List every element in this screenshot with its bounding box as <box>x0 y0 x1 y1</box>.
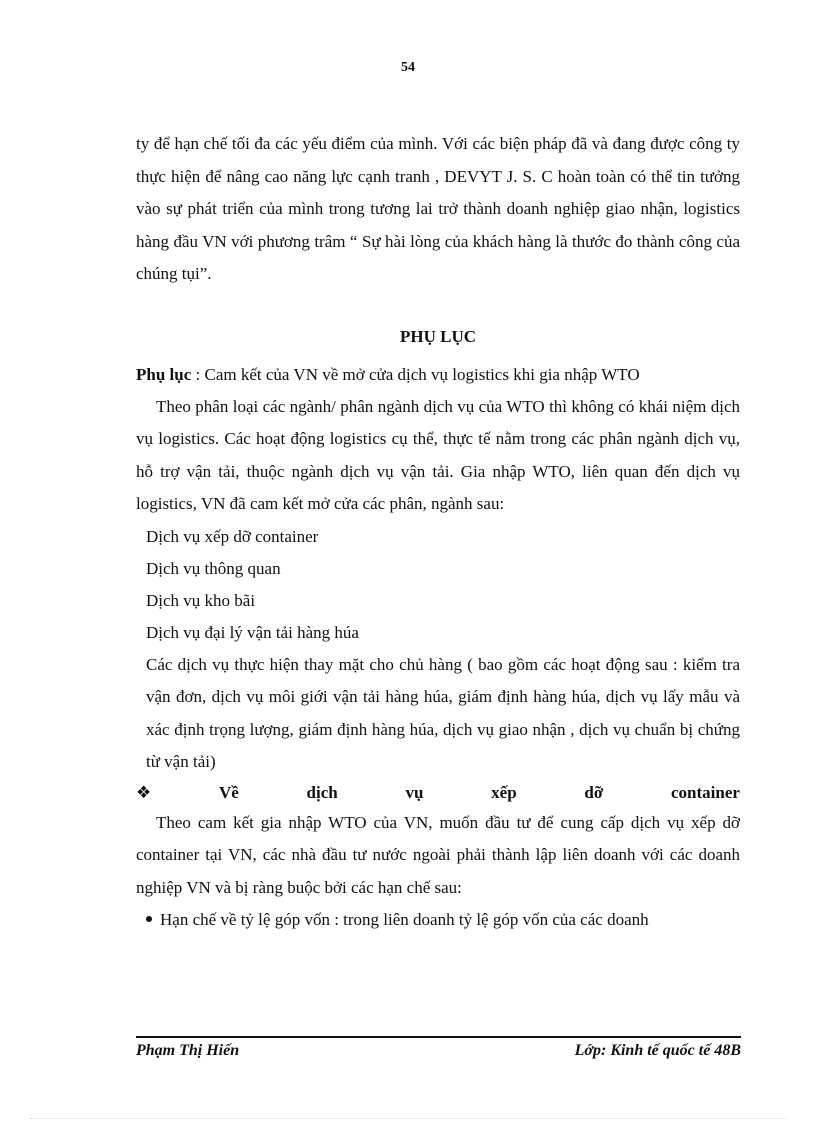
paragraph-wto-classification: Theo phân loại các ngành/ phân ngành dịch vụ của WTO thì không có khái niệm dịch vụ logistics. Các hoạt động logistics cụ thể, thực tế nằm trong các phân ngành dịch vụ, hỗ trợ vận tải, thuộc ngành dịch vụ vận tải. Gia nhập WTO, liên quan đến dịch vụ logistics, VN đã cam kết mở cửa các phân, ngành sau: <box>136 396 740 513</box>
bullet-text: Hạn chế về tỷ lệ góp vốn : trong liên doanh tỷ lệ góp vốn của các doanh <box>160 910 649 929</box>
footer-divider <box>136 1036 741 1038</box>
bullet-dot-icon <box>146 916 152 922</box>
subheading-word: Về <box>218 782 239 802</box>
page-border <box>30 1118 786 1119</box>
footer-author: Phạm Thị Hiến <box>136 1042 240 1059</box>
list-item-freight-agency: Dịch vụ đại lý vận tải hàng húa <box>146 622 359 642</box>
document-body <box>136 128 740 936</box>
intro-paragraph: ty để hạn chế tối đa các yếu điểm của mình. Với các biện pháp đã và đang được công ty thực hiện để nâng cao năng lực cạnh tranh , DEVYT J. S. C hoàn toàn có thể tin tưởng vào sự phát triển của mình trong tương lai trở thành doanh nghiệp giao nhận, logistics hàng đầu VN với phương trâm “ Sự hài lòng của khách hàng là thước đo thành công của chúng tụi”. <box>136 134 740 283</box>
section-title: PHỤ LỤC <box>399 326 477 346</box>
subheading-word: dịch <box>306 782 338 802</box>
subheading-word: xếp <box>491 782 517 802</box>
footer-class: Lớp: Kinh tế quốc tế 48B <box>574 1042 741 1059</box>
subheading-word: dỡ <box>584 782 604 802</box>
subheading-word: container <box>671 782 740 802</box>
appendix-label: Phụ lục <box>136 364 192 384</box>
list-item-customs: Dịch vụ thông quan <box>146 558 281 578</box>
page-number: 54 <box>401 60 415 75</box>
subheading-container-handling <box>136 779 740 807</box>
paragraph-wto-commitment: Theo cam kết gia nhập WTO của VN, muốn đầu tư để cung cấp dịch vụ xếp dỡ container tại VN, các nhà đầu tư nước ngoài phải thành lập liên doanh với các doanh nghiệp VN và bị ràng buộc bởi các hạn chế sau: <box>136 812 740 897</box>
list-item-container-handling: Dịch vụ xếp dỡ container <box>146 526 319 546</box>
page-footer <box>136 1042 741 1060</box>
list-item-warehousing: Dịch vụ kho bãi <box>146 590 256 610</box>
subheading-word: vụ <box>405 782 424 802</box>
diamond-bullet-icon: ❖ <box>136 782 152 802</box>
bullet-capital-limit <box>136 904 740 936</box>
appendix-text: : Cam kết của VN về mở cửa dịch vụ logistics khi gia nhập WTO <box>191 364 640 384</box>
paragraph-shipper-services: Các dịch vụ thực hiện thay mặt cho chủ hàng ( bao gồm các hoạt động sau : kiểm tra vận đơn, dịch vụ môi giới vận tải hàng húa, giám định hàng húa, dịch vụ lấy mẫu và xác định trọng lượng, giám định hàng húa, dịch vụ giao nhận , dịch vụ chuẩn bị chứng từ vận tải) <box>146 654 740 771</box>
appendix-line <box>136 359 740 391</box>
